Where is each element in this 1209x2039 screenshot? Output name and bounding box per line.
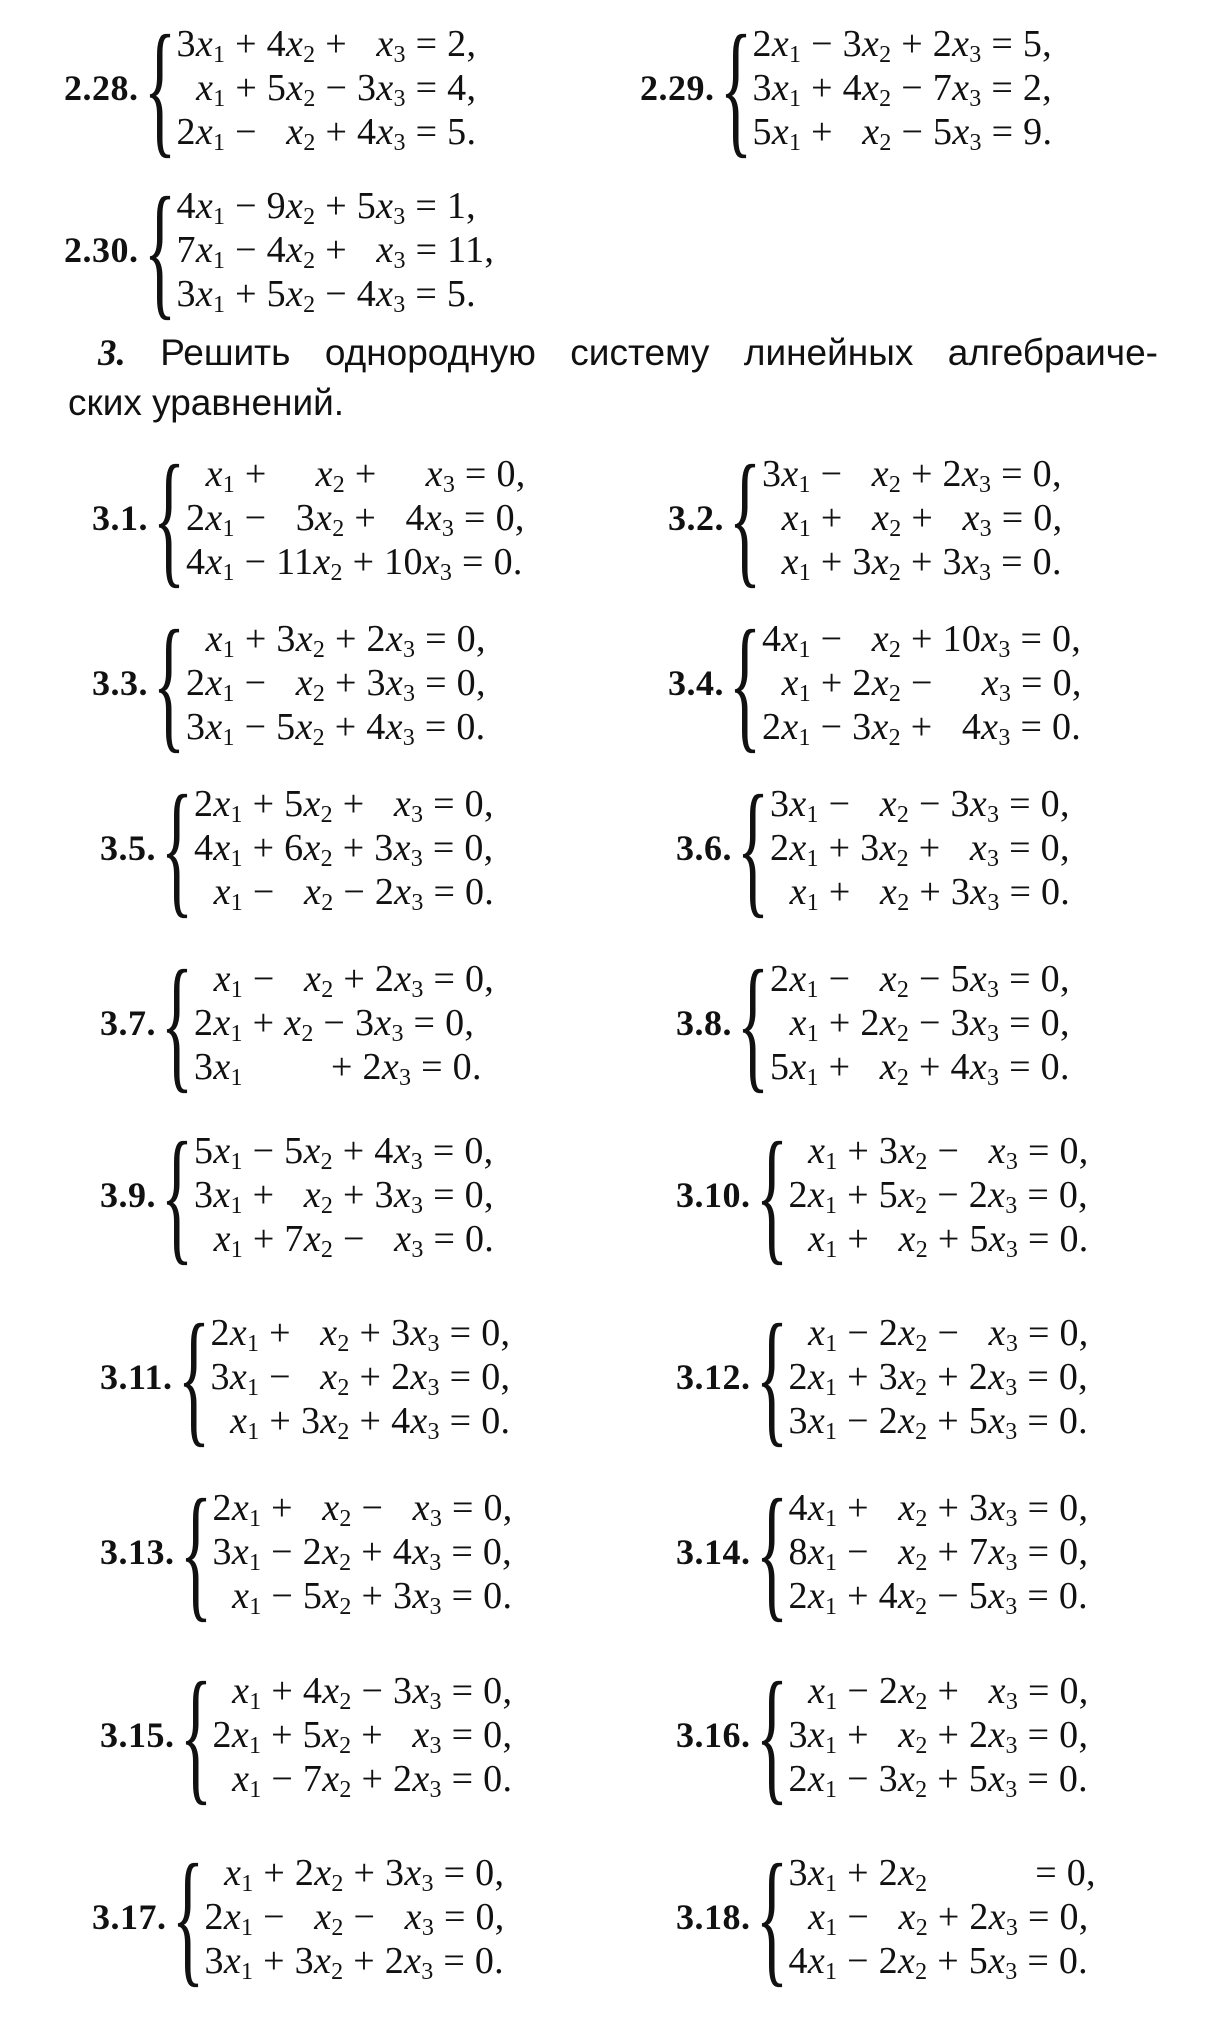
equation-system bbox=[194, 1129, 494, 1261]
equation: $2x_1 + 4x_2 - 5x_3 = 0$. bbox=[788, 1575, 1088, 1620]
equation: $2x_1 - x_2 - 5x_3 = 0$, bbox=[770, 958, 1070, 1003]
equation: $x_1 + x_2 + 3x_3 = 0$. bbox=[789, 871, 1071, 916]
equation-system bbox=[211, 1311, 511, 1443]
left-brace: { bbox=[755, 1469, 788, 1635]
equation: $3x_1 + 5x_2 - 4x_3 = 5$. bbox=[176, 273, 476, 318]
equation: $3x_1 + x_2 + 2x_3 = 0$, bbox=[788, 1714, 1089, 1759]
equation: $2x_1 - 3x_2 + 4x_3 = 0$. bbox=[762, 706, 1082, 751]
equation-system bbox=[789, 1851, 1096, 1983]
equation: $x_1 + 3x_2 + 3x_3 = 0$. bbox=[781, 541, 1062, 586]
problem-label: 3.4. bbox=[668, 663, 724, 703]
equation: $3x_1 - 5x_2 + 4x_3 = 0$. bbox=[186, 706, 486, 751]
equation: $3x_1 - x_2 + 2x_3 = 0$, bbox=[762, 453, 1062, 498]
section-text-1: Решить однородную систему линейных алгебраиче- bbox=[125, 332, 1158, 373]
problem-3-17 bbox=[92, 1834, 505, 2000]
section-heading-paragraph bbox=[68, 328, 1158, 427]
equation: $x_1 - 5x_2 + 3x_3 = 0$. bbox=[232, 1575, 513, 1620]
left-brace: { bbox=[143, 167, 176, 333]
left-brace: { bbox=[179, 1652, 212, 1818]
left-brace: { bbox=[143, 5, 176, 171]
problem-2-30 bbox=[64, 167, 495, 333]
problem-label: 3.5. bbox=[100, 828, 156, 868]
equation: $3x_1 - 2x_2 + 5x_3 = 0$. bbox=[788, 1400, 1088, 1445]
equation-system bbox=[789, 1486, 1089, 1618]
left-brace: { bbox=[755, 1112, 788, 1278]
equation: $2x_1 + 5x_2 - 2x_3 = 0$, bbox=[788, 1174, 1088, 1219]
equation-system bbox=[194, 957, 494, 1089]
equation: $3x_1 + x_2 + 3x_3 = 0$, bbox=[194, 1174, 494, 1219]
problem-3-1 bbox=[92, 435, 526, 601]
equation: $x_1 + 3x_2 + 4x_3 = 0$. bbox=[230, 1400, 511, 1445]
problem-label: 3.1. bbox=[92, 498, 148, 538]
equation: $x_1 + 3x_2 + 2x_3 = 0$, bbox=[205, 618, 486, 663]
equation-system bbox=[762, 617, 1082, 749]
left-brace: { bbox=[755, 1834, 788, 2000]
equation: $2x_1 + 3x_2 + x_3 = 0$, bbox=[770, 827, 1070, 872]
problem-label: 3.16. bbox=[676, 1715, 751, 1755]
equation: $2x_1 - 3x_2 + 4x_3 = 0$, bbox=[186, 497, 525, 542]
equation: $x_1 + x_2 + x_3 = 0$, bbox=[781, 497, 1063, 542]
left-brace: { bbox=[728, 600, 762, 766]
section-number: 3. bbox=[98, 333, 126, 374]
equation: $2x_1 + x_2 + 3x_3 = 0$, bbox=[210, 1312, 511, 1357]
left-brace: { bbox=[719, 5, 752, 171]
equation: $4x_1 + x_2 + 3x_3 = 0$, bbox=[788, 1487, 1089, 1532]
equation: $x_1 + 5x_2 - 3x_3 = 4$, bbox=[196, 67, 477, 112]
problem-3-13 bbox=[100, 1469, 513, 1635]
equation: $2x_1 + x_2 - 3x_3 = 0$, bbox=[194, 1002, 475, 1047]
equation: $3x_1 + 4x_2 - 7x_3 = 2$, bbox=[752, 67, 1052, 112]
equation: $3x_1 - x_2 + 2x_3 = 0$, bbox=[210, 1356, 511, 1401]
equation: $x_1 - 7x_2 + 2x_3 = 0$. bbox=[232, 1758, 513, 1803]
problem-3-16 bbox=[676, 1652, 1089, 1818]
problem-label: 3.7. bbox=[100, 1003, 156, 1043]
left-brace: { bbox=[160, 1112, 194, 1278]
equation: $x_1 + 7x_2 - x_3 = 0$. bbox=[213, 1218, 495, 1263]
equation: $x_1 - x_2 - 2x_3 = 0$. bbox=[213, 871, 495, 916]
problem-label: 3.2. bbox=[668, 498, 724, 538]
equation: $2x_1 + 5x_2 + x_3 = 0$, bbox=[212, 1714, 513, 1759]
equation: $x_1 - x_2 + 2x_3 = 0$, bbox=[213, 958, 495, 1003]
equation: $3x_1$ + $2x_3 = 0$. bbox=[194, 1046, 482, 1091]
equation: $2x_1 - x_2 + 4x_3 = 5$. bbox=[176, 111, 477, 156]
equation: $3x_1 - 2x_2 + 4x_3 = 0$, bbox=[212, 1531, 512, 1576]
equation: $2x_1 - 3x_2 + 5x_3 = 0$. bbox=[788, 1758, 1088, 1803]
equation-system bbox=[770, 782, 1070, 914]
problem-3-18 bbox=[676, 1834, 1096, 2000]
equation-system bbox=[177, 22, 477, 154]
equation-system bbox=[213, 1486, 513, 1618]
problem-label: 3.17. bbox=[92, 1897, 167, 1937]
equation: $x_1 + 2x_2 + 3x_3 = 0$, bbox=[224, 1852, 505, 1897]
equation: $x_1 - x_2 + 2x_3 = 0$, bbox=[808, 1896, 1089, 1941]
equation-system bbox=[762, 452, 1062, 584]
problem-label: 3.11. bbox=[100, 1357, 173, 1397]
problem-3-4 bbox=[668, 600, 1082, 766]
equation: $8x_1 - x_2 + 7x_3 = 0$, bbox=[788, 1531, 1089, 1576]
equation-system bbox=[186, 452, 526, 584]
equation: $2x_1 - x_2 + 3x_3 = 0$, bbox=[186, 662, 486, 707]
problem-3-9 bbox=[100, 1112, 495, 1278]
equation-system bbox=[177, 184, 495, 316]
equation: $4x_1 - 9x_2 + 5x_3 = 1$, bbox=[176, 185, 476, 230]
problem-label: 3.18. bbox=[676, 1897, 751, 1937]
problem-label: 3.15. bbox=[100, 1715, 175, 1755]
problem-label: 3.9. bbox=[100, 1175, 156, 1215]
equation: $5x_1 + x_2 + 4x_3 = 0$. bbox=[770, 1046, 1070, 1091]
problem-3-11 bbox=[100, 1294, 511, 1460]
equation: $x_1 + 3x_2 - x_3 = 0$, bbox=[808, 1130, 1089, 1175]
left-brace: { bbox=[177, 1294, 210, 1460]
equation: $2x_1 + 3x_2 + 2x_3 = 0$, bbox=[788, 1356, 1088, 1401]
left-brace: { bbox=[160, 940, 194, 1106]
equation: $x_1 - 2x_2 - x_3 = 0$, bbox=[808, 1312, 1089, 1357]
problem-3-6 bbox=[676, 765, 1071, 931]
problem-label: 3.3. bbox=[92, 663, 148, 703]
problem-3-14 bbox=[676, 1469, 1089, 1635]
equation-system bbox=[789, 1129, 1089, 1261]
equation-system bbox=[753, 22, 1053, 154]
equation: $4x_1 - 11x_2 + 10x_3 = 0$. bbox=[186, 541, 523, 586]
left-brace: { bbox=[179, 1469, 212, 1635]
equation: $x_1 + 2x_2 - 3x_3 = 0$, bbox=[789, 1002, 1070, 1047]
problem-label: 2.30. bbox=[64, 230, 139, 270]
left-brace: { bbox=[736, 765, 770, 931]
left-brace: { bbox=[160, 765, 194, 931]
problem-2-29 bbox=[640, 5, 1053, 171]
equation: $x_1 + 2x_2$ − $x_3 = 0$, bbox=[781, 662, 1082, 707]
problem-3-3 bbox=[92, 600, 486, 766]
equation: $3x_1 + 4x_2 + x_3 = 2$, bbox=[176, 23, 477, 68]
equation-system bbox=[186, 617, 486, 749]
equation: $2x_1 - 3x_2 + 2x_3 = 5$, bbox=[752, 23, 1052, 68]
equation-system bbox=[789, 1311, 1089, 1443]
problem-3-10 bbox=[676, 1112, 1089, 1278]
equation: $5x_1 + x_2 - 5x_3 = 9$. bbox=[752, 111, 1053, 156]
equation: $2x_1 - x_2 - x_3 = 0$, bbox=[204, 1896, 505, 1941]
equation: $x_1 + x_2 + 5x_3 = 0$. bbox=[808, 1218, 1089, 1263]
equation: $x_1$ + $x_2$ + $x_3 = 0$, bbox=[205, 453, 526, 498]
problem-label: 3.13. bbox=[100, 1532, 175, 1572]
left-brace: { bbox=[736, 940, 770, 1106]
section-heading-line-2: ских уравнений. bbox=[68, 382, 345, 423]
equation: $5x_1 - 5x_2 + 4x_3 = 0$, bbox=[194, 1130, 494, 1175]
problem-3-5 bbox=[100, 765, 495, 931]
equation: $3x_1 + 2x_2$ = 0, bbox=[788, 1852, 1096, 1897]
section-heading-line-1 bbox=[68, 328, 1158, 378]
equation: $x_1 + 4x_2 - 3x_3 = 0$, bbox=[232, 1670, 513, 1715]
problem-label: 3.10. bbox=[676, 1175, 751, 1215]
problem-label: 3.8. bbox=[676, 1003, 732, 1043]
problem-label: 3.14. bbox=[676, 1532, 751, 1572]
problem-3-2 bbox=[668, 435, 1063, 601]
equation: $3x_1 + 3x_2 + 2x_3 = 0$. bbox=[204, 1940, 504, 1985]
left-brace: { bbox=[152, 435, 186, 601]
problem-label: 3.6. bbox=[676, 828, 732, 868]
equation-system bbox=[789, 1669, 1089, 1801]
left-brace: { bbox=[171, 1834, 204, 2000]
equation-system bbox=[194, 782, 494, 914]
left-brace: { bbox=[152, 600, 186, 766]
equation: $x_1 - 2x_2 + x_3 = 0$, bbox=[808, 1670, 1089, 1715]
problem-2-28 bbox=[64, 5, 477, 171]
equation: $4x_1 - x_2 + 10x_3 = 0$, bbox=[762, 618, 1082, 663]
equation: $2x_1 + x_2 - x_3 = 0$, bbox=[212, 1487, 513, 1532]
left-brace: { bbox=[728, 435, 762, 601]
problem-3-12 bbox=[676, 1294, 1089, 1460]
equation: $7x_1 - 4x_2 + x_3 = 11$, bbox=[176, 229, 495, 274]
problem-3-8 bbox=[676, 940, 1070, 1106]
problem-3-7 bbox=[100, 940, 495, 1106]
equation: $4x_1 - 2x_2 + 5x_3 = 0$. bbox=[788, 1940, 1088, 1985]
equation-system bbox=[205, 1851, 505, 1983]
equation: $4x_1 + 6x_2 + 3x_3 = 0$, bbox=[194, 827, 494, 872]
problem-3-15 bbox=[100, 1652, 513, 1818]
equation-system bbox=[770, 957, 1070, 1089]
equation: $3x_1 - x_2 - 3x_3 = 0$, bbox=[770, 783, 1070, 828]
problem-label: 3.12. bbox=[676, 1357, 751, 1397]
left-brace: { bbox=[755, 1652, 788, 1818]
problem-label: 2.29. bbox=[640, 68, 715, 108]
left-brace: { bbox=[755, 1294, 788, 1460]
equation: $2x_1 + 5x_2 + x_3 = 0$, bbox=[194, 783, 494, 828]
problem-label: 2.28. bbox=[64, 68, 139, 108]
equation-system bbox=[213, 1669, 513, 1801]
